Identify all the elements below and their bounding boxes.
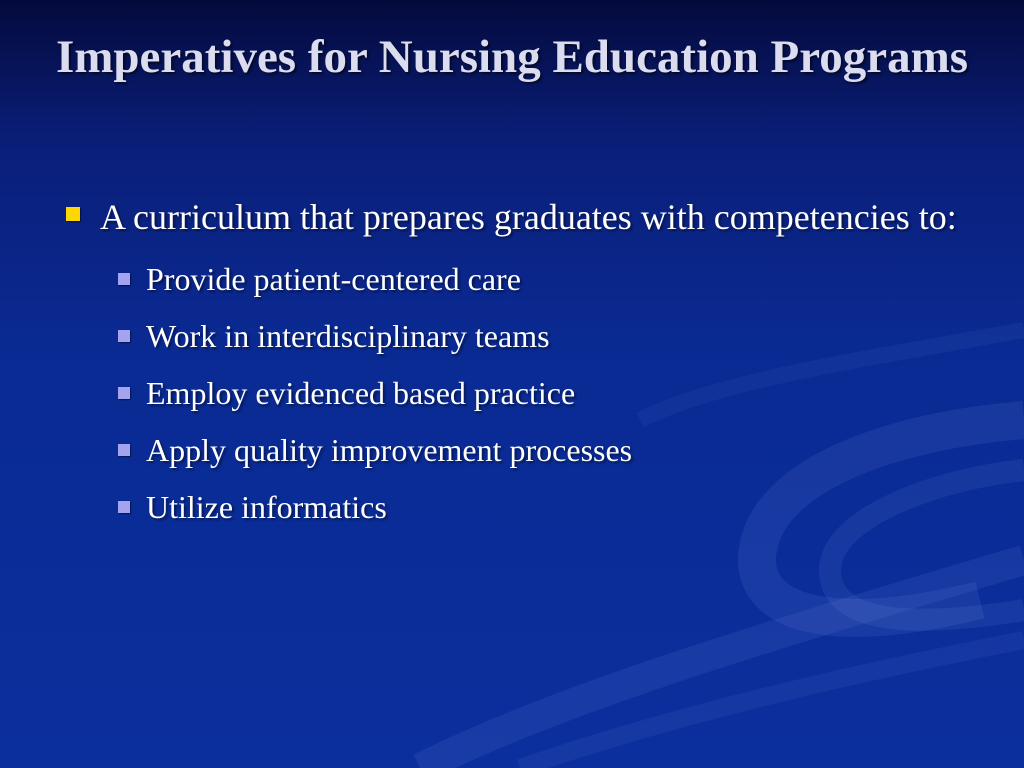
lavender-square-bullet-icon	[118, 444, 130, 456]
lavender-square-bullet-icon	[118, 501, 130, 513]
sub-bullet-text: Provide patient-centered care	[146, 261, 521, 297]
sub-bullet-item	[62, 479, 962, 536]
lavender-square-bullet-icon	[118, 273, 130, 285]
main-bullet-item	[62, 190, 962, 245]
yellow-square-bullet-icon	[66, 207, 80, 221]
sub-bullet-item	[62, 365, 962, 422]
sub-bullet-item	[62, 422, 962, 479]
main-bullet-text: A curriculum that prepares graduates with competencies to:	[100, 197, 957, 237]
lavender-square-bullet-icon	[118, 387, 130, 399]
sub-bullet-text: Work in interdisciplinary teams	[146, 318, 550, 354]
lavender-square-bullet-icon	[118, 330, 130, 342]
sub-bullet-text: Employ evidenced based practice	[146, 375, 576, 411]
sub-bullet-list	[62, 251, 962, 536]
sub-bullet-text: Utilize informatics	[146, 489, 387, 525]
sub-bullet-text: Apply quality improvement processes	[146, 432, 633, 468]
sub-bullet-item	[62, 308, 962, 365]
sub-bullet-item	[62, 251, 962, 308]
slide-title: Imperatives for Nursing Education Programs	[55, 31, 969, 83]
slide-body	[62, 190, 962, 536]
